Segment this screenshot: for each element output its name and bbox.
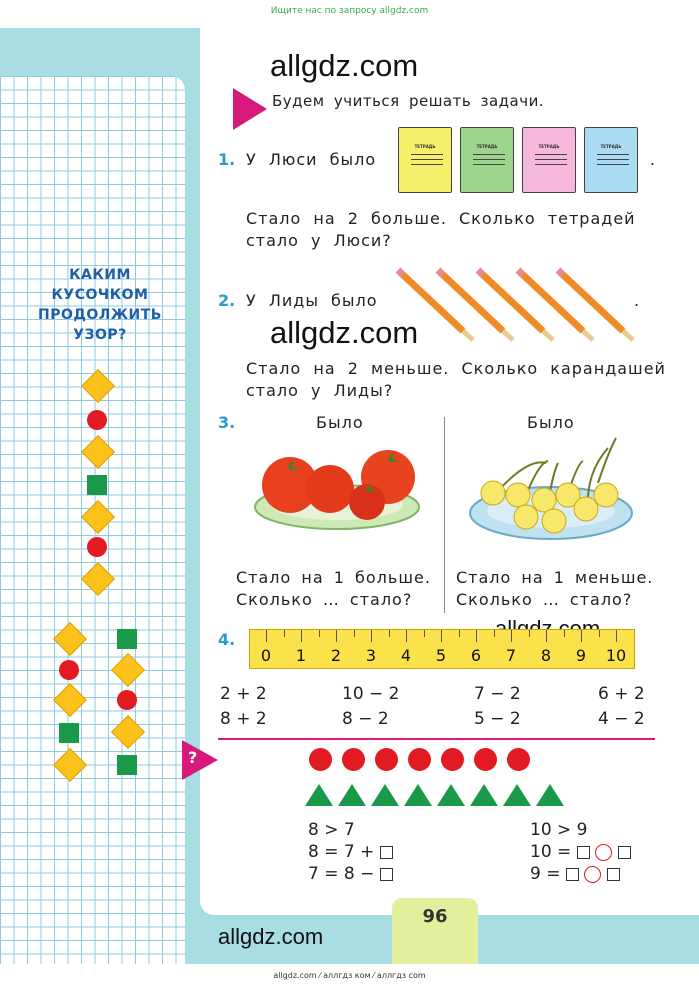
ruler-tick [459, 630, 460, 637]
question-line: КУСОЧКОМ [51, 287, 149, 303]
header-link[interactable]: Ищите нас по запросу allgdz.com [270, 6, 429, 16]
expression: 8 + 2 [220, 709, 267, 729]
cherries-plate-illustration [468, 433, 634, 543]
expression: 8 − 2 [342, 709, 389, 729]
ruler-number: 9 [575, 646, 587, 665]
ruler-number: 10 [605, 646, 627, 665]
ruler-tick [441, 630, 442, 642]
answer-box[interactable] [380, 868, 393, 881]
section-divider [218, 738, 655, 740]
notebook-label: ТЕТРАДЬ [600, 144, 622, 149]
ruler-tick [284, 630, 285, 637]
task3-left-label: Было [316, 413, 364, 432]
sidebar-question [30, 265, 170, 345]
task-number: 2. [218, 291, 236, 310]
expression: 10 − 2 [342, 684, 400, 704]
task3-right-label: Было [527, 413, 575, 432]
page-number: 96 [422, 906, 448, 927]
ruler-number: 1 [295, 646, 307, 665]
green-triangle [437, 784, 465, 806]
green-triangle [536, 784, 564, 806]
notebook-line [597, 154, 629, 155]
answer-box[interactable] [618, 846, 631, 859]
comparison: 10 = [530, 842, 631, 862]
green-triangle [371, 784, 399, 806]
task-number: 1. [218, 150, 236, 169]
red-circle [474, 748, 497, 771]
question-line: КАКИМ [69, 267, 131, 283]
question-marker-label: ? [188, 748, 198, 767]
sign-circle[interactable] [595, 844, 612, 861]
red-circle [309, 748, 332, 771]
option-b-square [117, 629, 137, 649]
task-number: 3. [218, 413, 236, 432]
task2-end: . [634, 291, 641, 310]
ruler-tick [301, 630, 302, 642]
notebook-line [535, 164, 567, 165]
ruler-number: 8 [540, 646, 552, 665]
magenta-arrow-icon [233, 88, 267, 130]
notebook-line [473, 154, 505, 155]
notebook-line [411, 159, 443, 160]
task2-line1: У Лиды было [246, 291, 378, 310]
task1-end: . [650, 150, 657, 169]
ruler-tick [511, 630, 512, 642]
task1-line2: Стало на 2 больше. Сколько тетрадей [246, 209, 636, 228]
notebook-line [535, 159, 567, 160]
notebook-icon [460, 127, 514, 193]
option-b-circle [117, 690, 137, 710]
ruler-tick [494, 630, 495, 637]
notebook-label: ТЕТРАДЬ [538, 144, 560, 149]
notebook-icon [522, 127, 576, 193]
answer-box[interactable] [380, 846, 393, 859]
ruler-tick [354, 630, 355, 637]
question-line: ПРОДОЛЖИТЬ [38, 307, 162, 323]
notebook-line [597, 159, 629, 160]
expression: 7 − 2 [474, 684, 521, 704]
notebook-line [473, 164, 505, 165]
green-triangle [404, 784, 432, 806]
notebook-label: ТЕТРАДЬ [476, 144, 498, 149]
notebook-icon [584, 127, 638, 193]
option-a-square [59, 723, 79, 743]
ruler-tick [529, 630, 530, 637]
green-triangle [305, 784, 333, 806]
green-triangle [503, 784, 531, 806]
pencil-icon [438, 270, 513, 340]
ruler-number: 3 [365, 646, 377, 665]
pencils-illustration [395, 265, 640, 345]
ruler-tick [266, 630, 267, 642]
expression: 6 + 2 [598, 684, 645, 704]
comparison: 8 = 7 + [308, 842, 393, 862]
ruler-tick [546, 630, 547, 642]
ruler-tick [581, 630, 582, 642]
pencil-icon [398, 270, 473, 340]
ruler-tick [599, 630, 600, 637]
task3-right-line2: Сколько … стало? [456, 590, 633, 609]
sign-circle[interactable] [584, 866, 601, 883]
watermark: allgdz.com [218, 924, 324, 949]
task3-right-line1: Стало на 1 меньше. [456, 568, 654, 587]
notebook-line [535, 154, 567, 155]
ruler-tick [476, 630, 477, 642]
ruler-tick [389, 630, 390, 637]
pattern-square [87, 475, 107, 495]
red-circle [408, 748, 431, 771]
ruler-number: 0 [260, 646, 272, 665]
ruler-tick [424, 630, 425, 637]
option-b-square [117, 755, 137, 775]
ruler-tick [406, 630, 407, 642]
red-circle [441, 748, 464, 771]
task3-left-line1: Стало на 1 больше. [236, 568, 431, 587]
ruler-tick [319, 630, 320, 637]
notebook-icon [398, 127, 452, 193]
notebook-line [597, 164, 629, 165]
expression: 4 − 2 [598, 709, 645, 729]
ruler-number: 2 [330, 646, 342, 665]
question-line: УЗОР? [73, 327, 127, 343]
ruler-tick [336, 630, 337, 642]
green-triangle [470, 784, 498, 806]
watermark: allgdz.com [270, 48, 419, 83]
notebook-line [411, 154, 443, 155]
red-circle [375, 748, 398, 771]
answer-box[interactable] [607, 868, 620, 881]
pattern-circle [87, 537, 107, 557]
answer-box[interactable] [566, 868, 579, 881]
red-circle [507, 748, 530, 771]
ruler-tick [616, 630, 617, 642]
notebook-line [411, 164, 443, 165]
expression: 2 + 2 [220, 684, 267, 704]
tomatoes-plate-illustration [252, 447, 422, 532]
pencil-icon [518, 270, 593, 340]
notebook-label: ТЕТРАДЬ [414, 144, 436, 149]
green-triangle [338, 784, 366, 806]
watermark: allgdz.com [270, 315, 419, 350]
footer-link[interactable]: allgdz.com ⁄ аллгдз ком ⁄ аллгдз com [273, 971, 426, 980]
notebook-line [473, 159, 505, 160]
option-a-circle [59, 660, 79, 680]
comparison: 7 = 8 − [308, 864, 393, 884]
pencil-icon [558, 270, 633, 340]
expression: 5 − 2 [474, 709, 521, 729]
ruler-number: 5 [435, 646, 447, 665]
ruler-tick [564, 630, 565, 637]
ruler-number: 6 [470, 646, 482, 665]
task2-line3: стало у Лиды? [246, 381, 394, 400]
pattern-circle [87, 410, 107, 430]
task3-divider [444, 417, 445, 613]
comparison: 10 > 9 [530, 820, 588, 840]
task2-line2: Стало на 2 меньше. Сколько карандашей [246, 359, 666, 378]
red-circle [342, 748, 365, 771]
pencil-icon [478, 270, 553, 340]
number-ruler [249, 629, 635, 669]
task1-line1: У Люси было [246, 150, 377, 169]
ruler-number: 7 [505, 646, 517, 665]
answer-box[interactable] [577, 846, 590, 859]
task1-line3: стало у Люси? [246, 231, 392, 250]
ruler-tick [371, 630, 372, 642]
comparison: 9 = [530, 864, 620, 884]
intro-text: Будем учиться решать задачи. [272, 92, 545, 110]
task-number: 4. [218, 630, 236, 649]
comparison: 8 > 7 [308, 820, 355, 840]
task3-left-line2: Сколько … стало? [236, 590, 413, 609]
ruler-number: 4 [400, 646, 412, 665]
